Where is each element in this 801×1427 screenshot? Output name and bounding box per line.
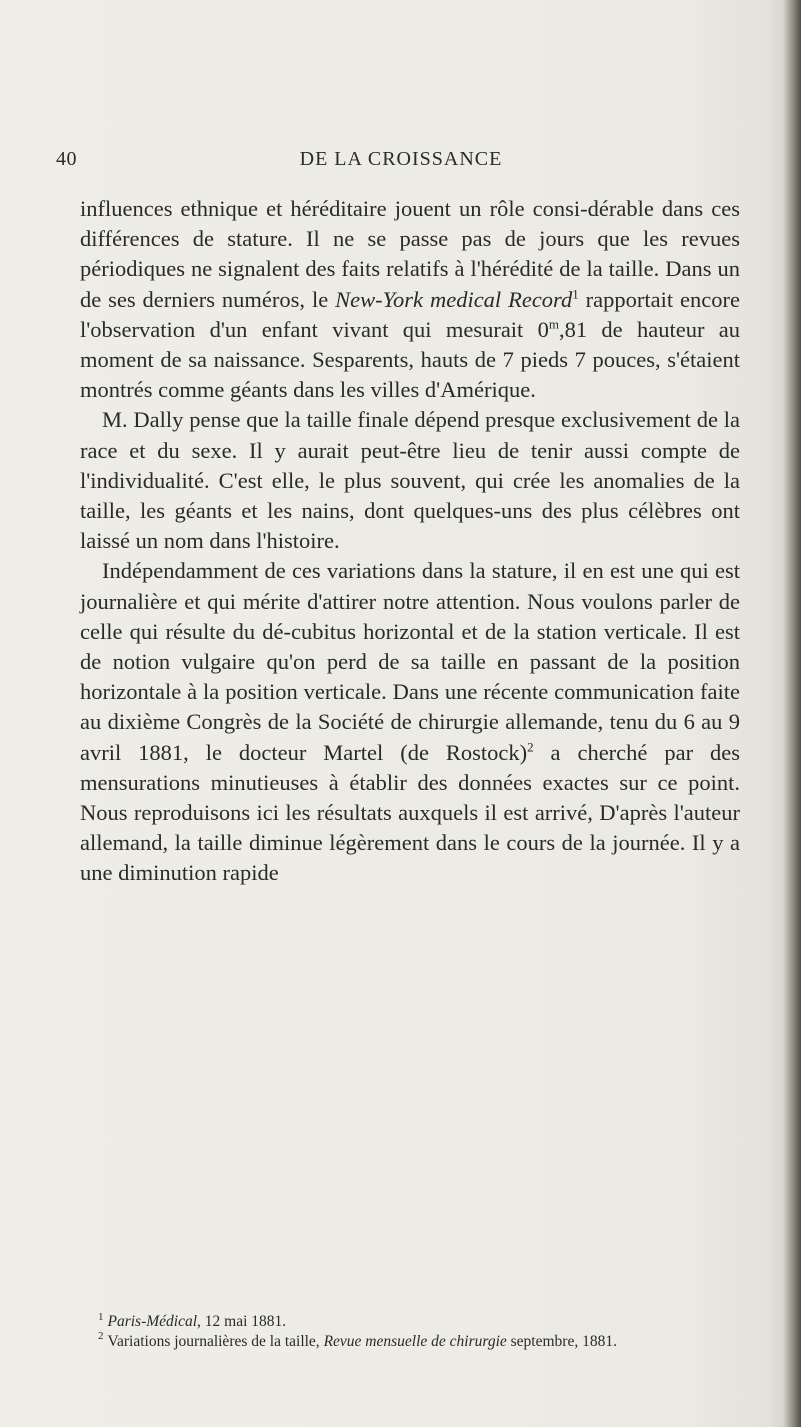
footnote-1-number: 1 [98,1310,104,1323]
footnote-1 [80,1312,740,1332]
footnote-2-source: Revue mensuelle de chirurgie [323,1332,507,1350]
unit-superscript: m [548,316,559,332]
body-text [80,194,740,889]
paragraph-1-text-b: rapportait encore l'observation d'un enfant vivant qui mesurait 0 [80,286,740,342]
footnote-2-rest: septembre, 1881. [506,1332,617,1350]
footnote-ref-1: 1 [572,286,579,302]
journal-title: New-York medical Record [335,286,573,312]
footnotes [80,1312,740,1351]
footnote-2-lead: Variations journalières de la taille, [107,1332,324,1350]
running-title: DE LA CROISSANCE [299,148,503,170]
footnote-1-rest: , 12 mai 1881. [197,1313,287,1330]
footnote-2-number: 2 [98,1330,104,1343]
paragraph-3-text-a: Indépendamment de ces variations dans la stature, il en est une qui est journalière et qui mérite d'attirer notre attention. Nous voulons parler de celle qui résulte du dé-cubitus horizontal et de la station verticale. Il est de notion vulgaire qu'on perd de sa taille en passant de la position horizontale à la position verticale. Dans une récente communication faite au dixième Congrès de la Société de chirurgie allemande, tenu du 6 au 9 avril 1881, le docteur Martel (de Rostock) [80,558,740,765]
paragraph-1-text-a: influences ethnique et héréditaire jouent un rôle consi-dérable dans ces différences de stature. Il ne se passe pas de jours que les revues périodiques ne signalent des faits relatifs à l'hérédité de la taille. Dans un de ses derniers numéros, le [80,196,740,312]
paragraph-2: M. Dally pense que la taille finale dépend presque exclusivement de la race et du sexe. Il y aurait peut-être lieu de tenir aussi compte de l'individualité. C'est elle, le plus souvent, qui crée les anomalies de la taille, les géants et les nains, dont quelques-uns des plus célèbres ont laissé un nom dans l'histoire. [80,407,740,554]
footnote-2 [80,1332,740,1352]
running-header [56,148,746,178]
page-edge-shadow [783,0,801,1427]
paragraph-1-text-c: ,81 de hauteur au moment de sa naissance. Sesparents, hauts de 7 pieds 7 pouces, s'étaient montrés comme géants dans les villes d'Amérique. [80,316,740,403]
paragraph-3-text-b: a cherché par des mensurations minutieuses à établir des données exactes sur ce point. Nous reproduisons ici les résultats auxquels il est arrivé, D'après l'auteur allemand, la taille diminue légèrement dans le cours de la journée. Il y a une diminution rapide [80,739,740,886]
page-number: 40 [56,148,77,170]
paragraph-1 [80,194,740,405]
footnote-ref-2: 2 [527,739,534,755]
paragraph-3 [80,556,740,888]
footnote-1-source: Paris-Médical [107,1313,198,1330]
